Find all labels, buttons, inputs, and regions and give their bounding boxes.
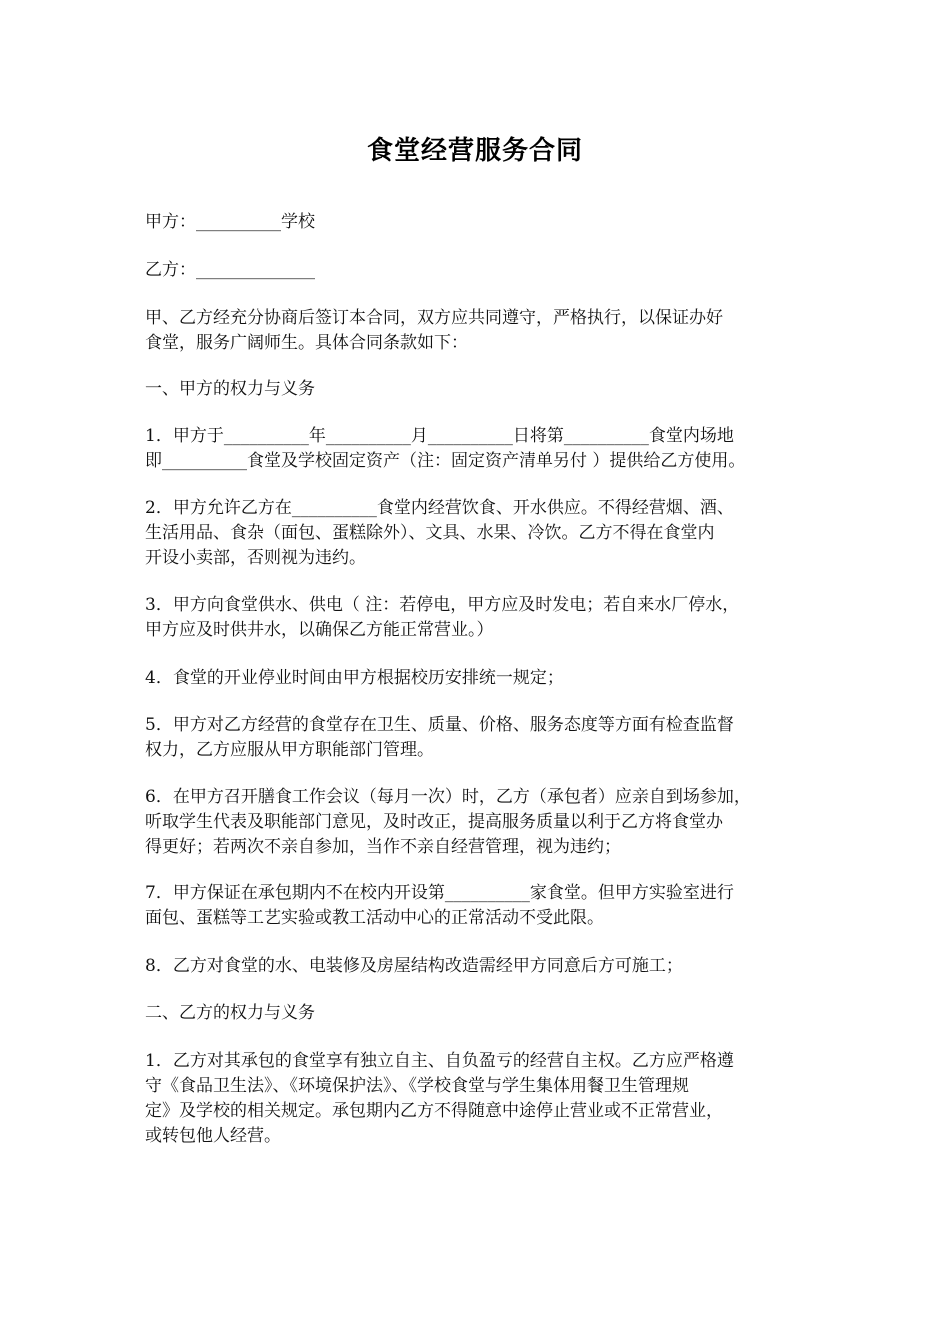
document-title: 食堂经营服务合同 [366,136,583,166]
section1-item-4: 4．食堂的开业停业时间由甲方根据校历安排统一规定； [145,668,564,688]
section2-heading: 二、乙方的权力与义务 [145,1003,315,1023]
section1-item-2: 2．甲方允许乙方在__________食堂内经营饮食、开水供应。不得经营烟、酒、 生活用品、食杂（面包、蛋糕除外）、文具、水果、冷饮。乙方不得在食堂内 开设小卖部，否则视为违约。 [145,498,734,568]
section1-item-6: 6．在甲方召开膳食工作会议（每月一次）时，乙方（承包者）应亲自到场参加， 听取学生代表及职能部门意见，及时改正，提高服务质量以利于乙方将食堂办 得更好；若两次不亲自参加，当作不亲自经营管理，视为违约； [145,787,751,857]
party-a-line: 甲方：__________学校 [145,212,315,232]
section2-item-1: 1．乙方对其承包的食堂享有独立自主、自负盈亏的经营自主权。乙方应严格遵 守《食品卫生法》、《环境保护法》、《学校食堂与学生集体用餐卫生管理规 定》及学校的相关规定。承包期内乙方不得随意中途停止营业或不正常营业， 或转包他人经营。 [145,1051,734,1146]
section1-heading: 一、甲方的权力与义务 [145,379,315,399]
party-b-line: 乙方：______________ [145,260,315,280]
section1-item-3: 3．甲方向食堂供水、供电（ 注：若停电，甲方应及时发电；若自来水厂停水， 甲方应及时供井水，以确保乙方能正常营业。） [145,595,740,640]
section1-item-8: 8．乙方对食堂的水、电装修及房屋结构改造需经甲方同意后方可施工； [145,956,683,976]
section1-item-7: 7．甲方保证在承包期内不在校内开设第__________家食堂。但甲方实验室进行 面包、蛋糕等工艺实验或教工活动中心的正常活动不受此限。 [145,883,734,928]
section1-item-5: 5．甲方对乙方经营的食堂存在卫生、质量、价格、服务态度等方面有检查监督 权力，乙方应服从甲方职能部门管理。 [145,715,734,760]
intro-paragraph: 甲、乙方经充分协商后签订本合同，双方应共同遵守，严格执行，以保证办好 食堂，服务广阔师生。具体合同条款如下： [145,308,723,353]
section1-item-1: 1．甲方于__________年__________月__________日将第__________食堂内场地 即__________食堂及学校固定资产（注：固定资产清单另付 ）提供给乙方使用。 [145,426,746,471]
